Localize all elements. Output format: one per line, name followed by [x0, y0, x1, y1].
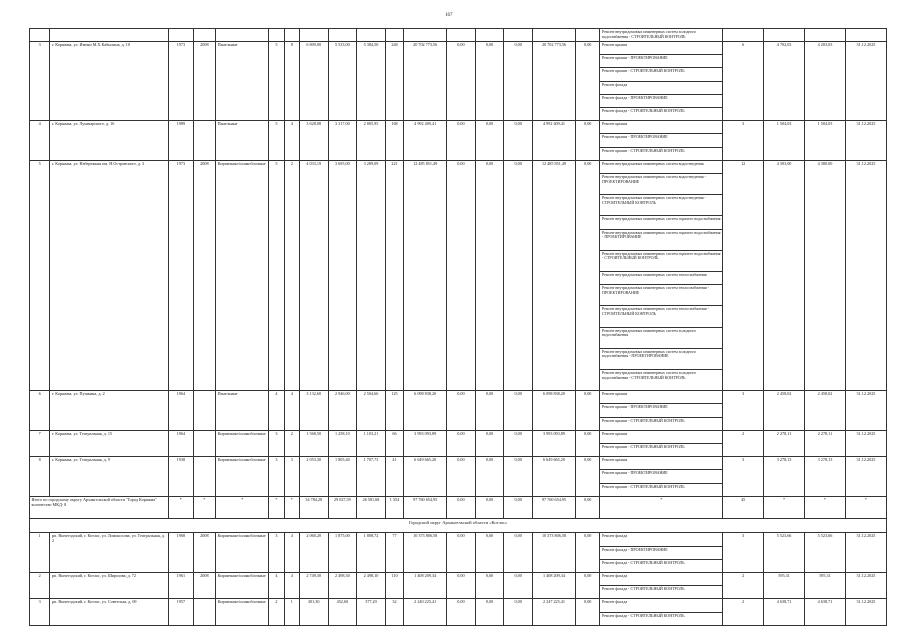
- work-type-cell: Ремонт внутридомовых инженерных систем водоотведения - СТРОИТЕЛЬНЫЙ КОНТРОЛЬ: [600, 195, 723, 216]
- total-owners-cell: 97 760 654,95: [533, 496, 576, 518]
- total-row: [30, 496, 887, 518]
- blank-cell: [216, 29, 269, 42]
- deadline-cell: 31.12.2025: [845, 391, 886, 431]
- works-count-cell: 2: [723, 430, 764, 456]
- fund-cell: 0,00: [447, 121, 476, 161]
- section-row: [30, 518, 887, 532]
- cost-total-cell: 6 649 665,20: [404, 457, 447, 497]
- work-type-cell: Ремонт фасада - СТРОИТЕЛЬНЫЙ КОНТРОЛЬ: [600, 586, 723, 599]
- fund-cell: 0,00: [447, 533, 476, 573]
- blank-cell: [269, 29, 284, 42]
- table-row: [30, 572, 887, 585]
- floors-cell: 4: [269, 572, 284, 598]
- total-count-cell: 45: [723, 496, 764, 518]
- deadline-cell: 31.12.2025: [845, 42, 886, 121]
- work-type-cell: Ремонт крыши: [600, 391, 723, 404]
- blank-cell: [404, 29, 447, 42]
- owners-funds-cell: 3 993 093,89: [533, 430, 576, 456]
- work-type-cell: Ремонт фасада - ПРОЕКТИРОВАНИЕ: [600, 94, 723, 107]
- total-star-cell: *: [269, 496, 284, 518]
- work-type-cell: Ремонт внутридомовых инженерных систем холодного водоснабжения: [600, 327, 723, 348]
- blank-cell: [845, 29, 886, 42]
- work-type-cell: Ремонт крыши - ПРОЕКТИРОВАНИЕ: [600, 470, 723, 483]
- total-other-cell: 0,00: [575, 496, 600, 518]
- residents-cell: 41: [385, 457, 403, 497]
- unit-cost-cell: 4 702,03: [764, 42, 805, 121]
- other-funds-cell: 0,00: [575, 42, 600, 121]
- build-year-cell: 1961: [169, 572, 194, 598]
- work-type-cell: Ремонт внутридомовых инженерных систем теплоснабжения: [600, 272, 723, 285]
- area-living-cell: 3 695,00: [328, 160, 357, 390]
- work-type-cell: Ремонт фасада: [600, 533, 723, 546]
- limit-cost-cell: 595,31: [805, 572, 846, 598]
- residents-cell: 248: [385, 42, 403, 121]
- blank-cell: [193, 29, 215, 42]
- limit-cost-cell: 4 638,71: [805, 599, 846, 626]
- area-total-cell: 3 132,60: [299, 391, 328, 431]
- residents-cell: 168: [385, 121, 403, 161]
- residents-cell: 77: [385, 533, 403, 573]
- wall-material-cell: Панельные: [216, 391, 269, 431]
- work-type-cell: Ремонт фасада - ПРОЕКТИРОВАНИЕ: [600, 546, 723, 559]
- table-row: [30, 533, 887, 546]
- other-funds-cell: 0,00: [575, 160, 600, 390]
- entrances-cell: 4: [284, 572, 299, 598]
- overhaul-year-cell: [193, 391, 215, 431]
- budget-regional-cell: 0,00: [475, 457, 504, 497]
- unit-cost-cell: 1 504,03: [764, 121, 805, 161]
- address-cell: рп. Вычегодский, г. Котлас, ул. Советская, д. 69: [50, 599, 169, 626]
- area-living-cell: 3 317,00: [328, 121, 357, 161]
- work-type-cell: Ремонт фасада: [600, 599, 723, 612]
- overhaul-year-cell: [193, 457, 215, 497]
- budget-regional-cell: 0,00: [475, 572, 504, 598]
- blank-cell: [30, 29, 50, 42]
- row-number-cell: 8: [30, 457, 50, 497]
- area-total-cell: 1 568,50: [299, 430, 328, 456]
- floors-cell: 3: [269, 533, 284, 573]
- continuation-row: [30, 29, 887, 42]
- area-total-cell: 3 628,08: [299, 121, 328, 161]
- blank-cell: [284, 29, 299, 42]
- owners-funds-cell: 20 702 773,56: [533, 42, 576, 121]
- blank-cell: [357, 29, 386, 42]
- row-number-cell: 2: [30, 572, 50, 598]
- blank-cell: [385, 29, 403, 42]
- limit-cost-cell: 1 504,03: [805, 121, 846, 161]
- work-type-cell: Ремонт фасада - СТРОИТЕЛЬНЫЙ КОНТРОЛЬ: [600, 108, 723, 121]
- row-number-cell: 3: [30, 599, 50, 626]
- other-funds-cell: 0,00: [575, 391, 600, 431]
- area-residential-cell: 377,20: [357, 599, 386, 626]
- budget-regional-cell: 0,00: [475, 391, 504, 431]
- owners-funds-cell: 2 247 225,41: [533, 599, 576, 626]
- area-residential-cell: 3 289,09: [357, 160, 386, 390]
- total-star-cell: *: [845, 496, 886, 518]
- unit-cost-cell: 595,31: [764, 572, 805, 598]
- capital-repair-register-table: [29, 28, 887, 626]
- work-type-cell: Ремонт внутридомовых инженерных систем холодного водоснабжения - СТРОИТЕЛЬНЫЙ КОНТРОЛЬ: [600, 29, 723, 42]
- area-total-cell: 2 749,30: [299, 572, 328, 598]
- wall-material-cell: Кирпичные/шлакоблочные: [216, 457, 269, 497]
- area-living-cell: 2 498,30: [328, 572, 357, 598]
- entrances-cell: 4: [284, 533, 299, 573]
- blank-cell: [723, 29, 764, 42]
- limit-cost-cell: 3 278,13: [805, 457, 846, 497]
- total-label-cell: Итого по городскому округу Архангельской области "Город Коряжма" количество МКД: 8: [30, 496, 169, 518]
- work-type-cell: Ремонт крыши - СТРОИТЕЛЬНЫЙ КОНТРОЛЬ: [600, 68, 723, 81]
- address-cell: г. Коряжма, ул. Пушкина, д. 2: [50, 391, 169, 431]
- work-type-cell: Ремонт крыши - СТРОИТЕЛЬНЫЙ КОНТРОЛЬ: [600, 483, 723, 496]
- page-number: 167: [445, 13, 453, 18]
- total-area-living-cell: 29 027,39: [328, 496, 357, 518]
- work-type-cell: Ремонт внутридомовых инженерных систем холодного водоснабжения - СТРОИТЕЛЬНЫЙ КОНТРОЛЬ: [600, 370, 723, 391]
- work-type-cell: Ремонт крыши: [600, 430, 723, 443]
- area-total-cell: 6 809,00: [299, 42, 328, 121]
- works-count-cell: 3: [723, 121, 764, 161]
- works-count-cell: 3: [723, 391, 764, 431]
- budget-municipal-cell: 0,00: [504, 533, 533, 573]
- build-year-cell: 1964: [169, 391, 194, 431]
- work-type-cell: Ремонт внутридомовых инженерных систем водоотведения: [600, 160, 723, 173]
- budget-regional-cell: 0,00: [475, 430, 504, 456]
- blank-cell: [533, 29, 576, 42]
- row-number-cell: 5: [30, 160, 50, 390]
- fund-cell: 0,00: [447, 457, 476, 497]
- table-row: [30, 391, 887, 404]
- works-count-cell: 2: [723, 599, 764, 626]
- floors-cell: 2: [269, 599, 284, 626]
- unit-cost-cell: 3 278,13: [764, 457, 805, 497]
- budget-municipal-cell: 0,00: [504, 599, 533, 626]
- fund-cell: 0,00: [447, 430, 476, 456]
- work-type-cell: Ремонт крыши: [600, 121, 723, 134]
- total-budget-mun-cell: 0,00: [504, 496, 533, 518]
- wall-material-cell: Панельные: [216, 121, 269, 161]
- build-year-cell: 1938: [169, 457, 194, 497]
- work-type-cell: Ремонт внутридомовых инженерных систем горячего водоснабжения - СТРОИТЕЛЬНЫЙ КОНТРОЛЬ: [600, 250, 723, 271]
- residents-cell: 221: [385, 160, 403, 390]
- deadline-cell: 31.12.2025: [845, 533, 886, 573]
- other-funds-cell: 0,00: [575, 430, 600, 456]
- work-type-cell: Ремонт крыши - СТРОИТЕЛЬНЫЙ КОНТРОЛЬ: [600, 444, 723, 457]
- work-type-cell: Ремонт внутридомовых инженерных систем водоотведения - ПРОЕКТИРОВАНИЕ: [600, 174, 723, 195]
- work-type-cell: Ремонт фасада - СТРОИТЕЛЬНЫЙ КОНТРОЛЬ: [600, 612, 723, 625]
- residents-cell: 125: [385, 391, 403, 431]
- owners-funds-cell: 12 485 851,49: [533, 160, 576, 390]
- deadline-cell: 31.12.2025: [845, 121, 886, 161]
- table-row: [30, 160, 887, 173]
- unit-cost-cell: 4 393,00: [764, 160, 805, 390]
- blank-cell: [764, 29, 805, 42]
- area-residential-cell: 2 805,95: [357, 121, 386, 161]
- other-funds-cell: 0,00: [575, 457, 600, 497]
- area-residential-cell: 1 808,72: [357, 533, 386, 573]
- total-budget-reg-cell: 0,00: [475, 496, 504, 518]
- budget-regional-cell: 0,00: [475, 42, 504, 121]
- total-star-cell: *: [805, 496, 846, 518]
- build-year-cell: 1973: [169, 42, 194, 121]
- other-funds-cell: 0,00: [575, 572, 600, 598]
- area-total-cell: 4 033,19: [299, 160, 328, 390]
- fund-cell: 0,00: [447, 42, 476, 121]
- work-type-cell: Ремонт крыши: [600, 42, 723, 55]
- wall-material-cell: Кирпичные/шлакоблочные: [216, 572, 269, 598]
- deadline-cell: 31.12.2025: [845, 430, 886, 456]
- residents-cell: 66: [385, 430, 403, 456]
- table-row: [30, 430, 887, 443]
- area-total-cell: 301,30: [299, 599, 328, 626]
- budget-regional-cell: 0,00: [475, 160, 504, 390]
- work-type-cell: Ремонт фасада - СТРОИТЕЛЬНЫЙ КОНТРОЛЬ: [600, 559, 723, 572]
- fund-cell: 0,00: [447, 391, 476, 431]
- budget-municipal-cell: 0,00: [504, 572, 533, 598]
- total-star-cell: *: [169, 496, 194, 518]
- total-area-res-cell: 26 581,68: [357, 496, 386, 518]
- floors-cell: 3: [269, 430, 284, 456]
- table-body: [30, 29, 887, 626]
- blank-cell: [805, 29, 846, 42]
- build-year-cell: 1964: [169, 430, 194, 456]
- blank-cell: [575, 29, 600, 42]
- entrances-cell: 1: [284, 599, 299, 626]
- entrances-cell: 4: [284, 121, 299, 161]
- address-cell: рп. Вычегодский, г. Котлас, ул. Ломоносова, ул. Театральная, д. 2: [50, 533, 169, 573]
- deadline-cell: 31.12.2025: [845, 599, 886, 626]
- area-residential-cell: 5 384,50: [357, 42, 386, 121]
- budget-municipal-cell: 0,00: [504, 160, 533, 390]
- area-residential-cell: 2 504,66: [357, 391, 386, 431]
- table-row: [30, 599, 887, 612]
- area-living-cell: 1 875,00: [328, 533, 357, 573]
- unit-cost-cell: 2 458,02: [764, 391, 805, 431]
- works-count-cell: 3: [723, 533, 764, 573]
- limit-cost-cell: 4 203,03: [805, 42, 846, 121]
- unit-cost-cell: 2 278,11: [764, 430, 805, 456]
- overhaul-year-cell: 2008: [193, 42, 215, 121]
- work-type-cell: Ремонт внутридомовых инженерных систем горячего водоснабжения: [600, 216, 723, 229]
- blank-cell: [169, 29, 194, 42]
- work-type-cell: Ремонт крыши - СТРОИТЕЛЬНЫЙ КОНТРОЛЬ: [600, 417, 723, 430]
- build-year-cell: 1957: [169, 599, 194, 626]
- work-type-cell: Ремонт крыши - СТРОИТЕЛЬНЫЙ КОНТРОЛЬ: [600, 147, 723, 160]
- owners-funds-cell: 4 992 409,41: [533, 121, 576, 161]
- owners-funds-cell: 10 373 806,58: [533, 533, 576, 573]
- other-funds-cell: 0,00: [575, 121, 600, 161]
- owners-funds-cell: 6 098 838,20: [533, 391, 576, 431]
- work-type-cell: Ремонт внутридомовых инженерных систем теплоснабжения - ПРОЕКТИРОВАНИЕ: [600, 285, 723, 306]
- work-type-cell: Ремонт фасада: [600, 81, 723, 94]
- row-number-cell: 3: [30, 42, 50, 121]
- blank-cell: [50, 29, 169, 42]
- fund-cell: 0,00: [447, 572, 476, 598]
- row-number-cell: 4: [30, 121, 50, 161]
- deadline-cell: 31.12.2025: [845, 572, 886, 598]
- fund-cell: 0,00: [447, 599, 476, 626]
- total-star-cell: *: [764, 496, 805, 518]
- work-type-cell: Ремонт внутридомовых инженерных систем горячего водоснабжения - ПРОЕКТИРОВАНИЕ: [600, 229, 723, 250]
- area-total-cell: 2 060,20: [299, 533, 328, 573]
- address-cell: рп. Вычегодский, г. Котлас, ул. Ширшова, д. 72: [50, 572, 169, 598]
- cost-total-cell: 12 485 851,49: [404, 160, 447, 390]
- address-cell: г. Коряжма, ул. Имени М.Х.Кабылина, д. 10: [50, 42, 169, 121]
- area-residential-cell: 2 498,10: [357, 572, 386, 598]
- row-number-cell: 1: [30, 533, 50, 573]
- budget-regional-cell: 0,00: [475, 533, 504, 573]
- address-cell: г. Коряжма, ул. Набережная им. Н.Островского, д. 3: [50, 160, 169, 390]
- budget-municipal-cell: 0,00: [504, 457, 533, 497]
- total-area-total-cell: 34 784,28: [299, 496, 328, 518]
- section-title: Городской округ Архангельской области «Котлас»: [30, 518, 887, 532]
- area-living-cell: 5 533,00: [328, 42, 357, 121]
- cost-total-cell: 2 240 225,41: [404, 599, 447, 626]
- overhaul-year-cell: [193, 599, 215, 626]
- entrances-cell: 4: [284, 391, 299, 431]
- budget-municipal-cell: 0,00: [504, 430, 533, 456]
- works-count-cell: 12: [723, 160, 764, 390]
- floors-cell: 5: [269, 121, 284, 161]
- floors-cell: 3: [269, 457, 284, 497]
- row-number-cell: 6: [30, 391, 50, 431]
- other-funds-cell: 0,00: [575, 533, 600, 573]
- unit-cost-cell: 4 638,71: [764, 599, 805, 626]
- overhaul-year-cell: 2008: [193, 533, 215, 573]
- fund-cell: 0,00: [447, 160, 476, 390]
- budget-regional-cell: 0,00: [475, 121, 504, 161]
- wall-material-cell: Панельные: [216, 42, 269, 121]
- cost-total-cell: 1 408 209,34: [404, 572, 447, 598]
- area-residential-cell: 1 103,21: [357, 430, 386, 456]
- wall-material-cell: Кирпичные/шлакоблочные: [216, 533, 269, 573]
- budget-municipal-cell: 0,00: [504, 391, 533, 431]
- deadline-cell: 31.12.2025: [845, 160, 886, 390]
- limit-cost-cell: 2 458,02: [805, 391, 846, 431]
- work-type-cell: Ремонт внутридомовых инженерных систем теплоснабжения - СТРОИТЕЛЬНЫЙ КОНТРОЛЬ: [600, 306, 723, 327]
- floors-cell: 5: [269, 160, 284, 390]
- overhaul-year-cell: 2008: [193, 160, 215, 390]
- works-count-cell: 2: [723, 572, 764, 598]
- cost-total-cell: 20 702 773,56: [404, 42, 447, 121]
- cost-total-cell: 4 992 409,41: [404, 121, 447, 161]
- entrances-cell: 2: [284, 160, 299, 390]
- total-cost-total-cell: 97 760 654,95: [404, 496, 447, 518]
- budget-municipal-cell: 0,00: [504, 42, 533, 121]
- blank-cell: [504, 29, 533, 42]
- residents-cell: 32: [385, 599, 403, 626]
- overhaul-year-cell: 2008: [193, 572, 215, 598]
- wall-material-cell: Кирпичные/шлакоблочные: [216, 430, 269, 456]
- blank-cell: [299, 29, 328, 42]
- table-row: [30, 457, 887, 470]
- floors-cell: 5: [269, 42, 284, 121]
- overhaul-year-cell: [193, 430, 215, 456]
- area-living-cell: 1 258,10: [328, 430, 357, 456]
- area-living-cell: 2 946,00: [328, 391, 357, 431]
- entrances-cell: 8: [284, 42, 299, 121]
- work-type-cell: Ремонт внутридомовых инженерных систем холодного водоснабжения - ПРОЕКТИРОВАНИЕ: [600, 348, 723, 369]
- blank-cell: [328, 29, 357, 42]
- works-count-cell: 6: [723, 42, 764, 121]
- entrances-cell: 3: [284, 457, 299, 497]
- floors-cell: 4: [269, 391, 284, 431]
- entrances-cell: 2: [284, 430, 299, 456]
- owners-funds-cell: 1 408 209,34: [533, 572, 576, 598]
- cost-total-cell: 6 098 838,20: [404, 391, 447, 431]
- build-year-cell: 1989: [169, 121, 194, 161]
- area-living-cell: 1 805,40: [328, 457, 357, 497]
- total-fund-cell: 0,00: [447, 496, 476, 518]
- limit-cost-cell: 5 523,66: [805, 533, 846, 573]
- total-star-cell: *: [600, 496, 723, 518]
- work-type-cell: Ремонт крыши - ПРОЕКТИРОВАНИЕ: [600, 55, 723, 68]
- limit-cost-cell: 4 380,00: [805, 160, 846, 390]
- blank-cell: [447, 29, 476, 42]
- total-star-cell: *: [284, 496, 299, 518]
- limit-cost-cell: 2 278,11: [805, 430, 846, 456]
- area-residential-cell: 1 707,73: [357, 457, 386, 497]
- work-type-cell: Ремонт фасада: [600, 572, 723, 585]
- wall-material-cell: Кирпичные/шлакоблочные: [216, 599, 269, 626]
- deadline-cell: 31.12.2025: [845, 457, 886, 497]
- total-people-cell: 1 354: [385, 496, 403, 518]
- budget-regional-cell: 0,00: [475, 599, 504, 626]
- other-funds-cell: 0,00: [575, 599, 600, 626]
- cost-total-cell: 3 993 093,89: [404, 430, 447, 456]
- area-total-cell: 2 053,30: [299, 457, 328, 497]
- overhaul-year-cell: [193, 121, 215, 161]
- work-type-cell: Ремонт крыши: [600, 457, 723, 470]
- work-type-cell: Ремонт крыши - ПРОЕКТИРОВАНИЕ: [600, 404, 723, 417]
- table-row: [30, 121, 887, 134]
- address-cell: г. Коряжма, ул. Театральная, д. 9: [50, 457, 169, 497]
- area-living-cell: 452,60: [328, 599, 357, 626]
- residents-cell: 110: [385, 572, 403, 598]
- unit-cost-cell: 5 523,66: [764, 533, 805, 573]
- wall-material-cell: Кирпичные/шлакоблочные: [216, 160, 269, 390]
- total-star-cell: *: [193, 496, 215, 518]
- owners-funds-cell: 6 649 665,20: [533, 457, 576, 497]
- address-cell: г. Коряжма, ул. Луначарского, д. 16: [50, 121, 169, 161]
- table-row: [30, 42, 887, 55]
- budget-municipal-cell: 0,00: [504, 121, 533, 161]
- build-year-cell: 1973: [169, 160, 194, 390]
- work-type-cell: Ремонт крыши - ПРОЕКТИРОВАНИЕ: [600, 134, 723, 147]
- row-number-cell: 7: [30, 430, 50, 456]
- build-year-cell: 1968: [169, 533, 194, 573]
- works-count-cell: 3: [723, 457, 764, 497]
- address-cell: г. Коряжма, ул. Театральная, д. 15: [50, 430, 169, 456]
- total-star-cell: *: [216, 496, 269, 518]
- cost-total-cell: 10 373 806,58: [404, 533, 447, 573]
- blank-cell: [475, 29, 504, 42]
